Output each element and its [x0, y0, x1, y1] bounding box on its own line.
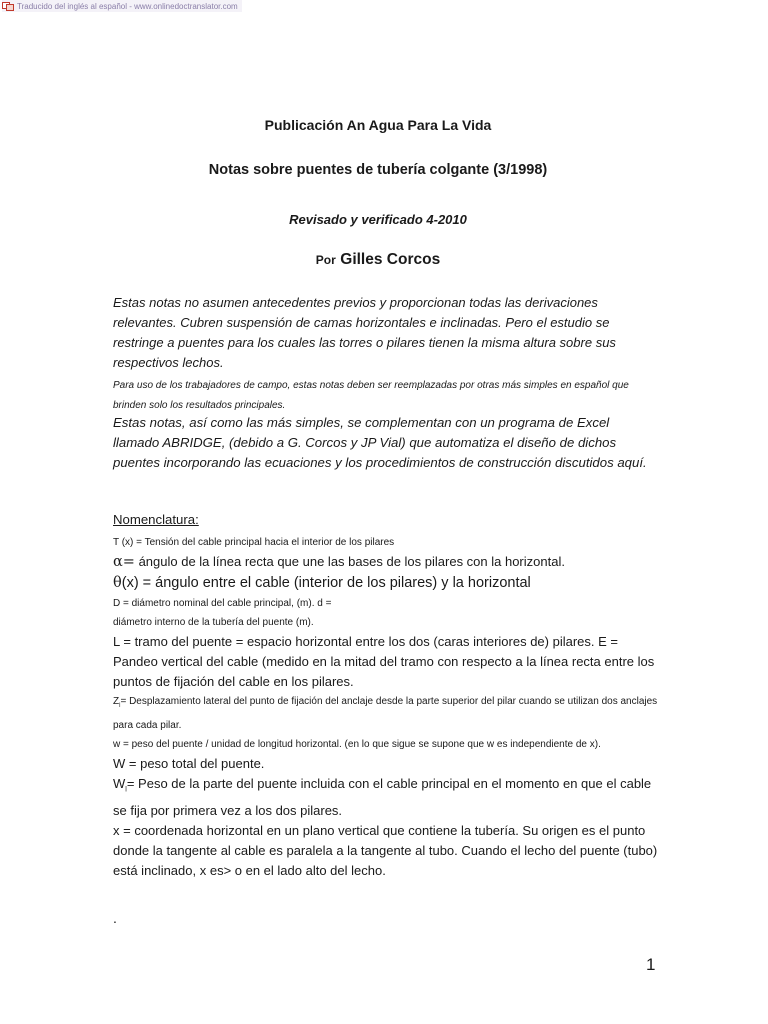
nom-L-E: L = tramo del puente = espacio horizontal entre los dos (caras interiores de) pilares. E = Pandeo vertical del cable (medido en la mitad del tramo con respecto a la línea recta entre los puntos de fijación del cable en los pilares.	[113, 634, 655, 689]
page-number: 1	[646, 955, 656, 974]
watermark-text: Traducido del inglés al español - www.onlinedoctranslator.com	[17, 1, 238, 11]
author-name: Gilles Corcos	[340, 251, 441, 268]
nom-D: D = diámetro nominal del cable principal, (m). d =	[113, 598, 332, 609]
nom-W1: $W_l=$ Peso de la parte del puente incluida con el cable principal en el momento en que el cable se fija por primera vez a los dos pilares.	[113, 776, 652, 818]
publication-title: Publicación An Agua Para La Vida	[264, 117, 492, 133]
nom-theta: θ(x) = ángulo entre el cable (interior de los pilares) y la horizontal	[113, 575, 531, 591]
trailing-dot: .	[113, 910, 117, 926]
nom-T: T (x) = Tensión del cable principal hacia el interior de los pilares	[113, 537, 395, 548]
translator-watermark[interactable]	[2, 0, 242, 12]
nomenclature-list	[113, 533, 658, 881]
excel-note-paragraph: Estas notas, así como las más simples, se complementan con un programa de Excel llamado ABRIDGE, (debido a G. Corcos y JP Vial) que automatiza el diseño de dichos puentes incorporando las ecuaciones y los procedimientos de construcción discutidos aquí.	[113, 415, 647, 470]
nom-w: w = peso del puente / unidad de longitud horizontal. (en lo que sigue se supone que w es independiente de x).	[113, 739, 601, 750]
translate-icon	[2, 2, 14, 11]
nom-W: W = peso total del puente.	[113, 756, 265, 771]
nom-alpha: α= ángulo de la línea recta que une las bases de los pilares con la horizontal.	[113, 554, 565, 570]
alpha-symbol: α=	[113, 554, 135, 570]
field-note-paragraph: Para uso de los trabajadores de campo, estas notas deben ser reemplazadas por otras más simples en español que brinden solo los resultados principales.	[113, 380, 629, 411]
theta-symbol: θ	[113, 575, 122, 591]
intro-paragraph: Estas notas no asumen antecedentes previos y proporcionan todas las derivaciones relevantes. Cubren suspensión de camas horizontales e inclinadas. Pero el estudio se restringe a puentes para los cuales las torres o pilares tienen la misma altura sobre sus respectivos lechos.	[113, 295, 616, 370]
author-line	[0, 251, 756, 269]
revision-note: Revisado y verificado 4-2010	[289, 212, 467, 227]
nom-x: x = coordenada horizontal en un plano vertical que contiene la tubería. Su origen es el punto donde la tangente al cable es paralela a la tangente al tubo. Cuando el lecho del puente (tubo) está inclinado, x es> o en el lado alto del lecho.	[113, 822, 658, 878]
document-title: Notas sobre puentes de tubería colgante (3/1998)	[208, 162, 548, 178]
author-prefix: Por	[315, 253, 336, 267]
nom-Z: $Z_l=$ Desplazamiento lateral del punto de fijación del anclaje desde la parte superior del pilar cuando se utilizan dos anclajes para cada pilar.	[113, 696, 658, 731]
nomenclature-heading: Nomenclatura:	[113, 512, 199, 527]
nom-d: diámetro interno de la tubería del puente (m).	[113, 617, 314, 628]
